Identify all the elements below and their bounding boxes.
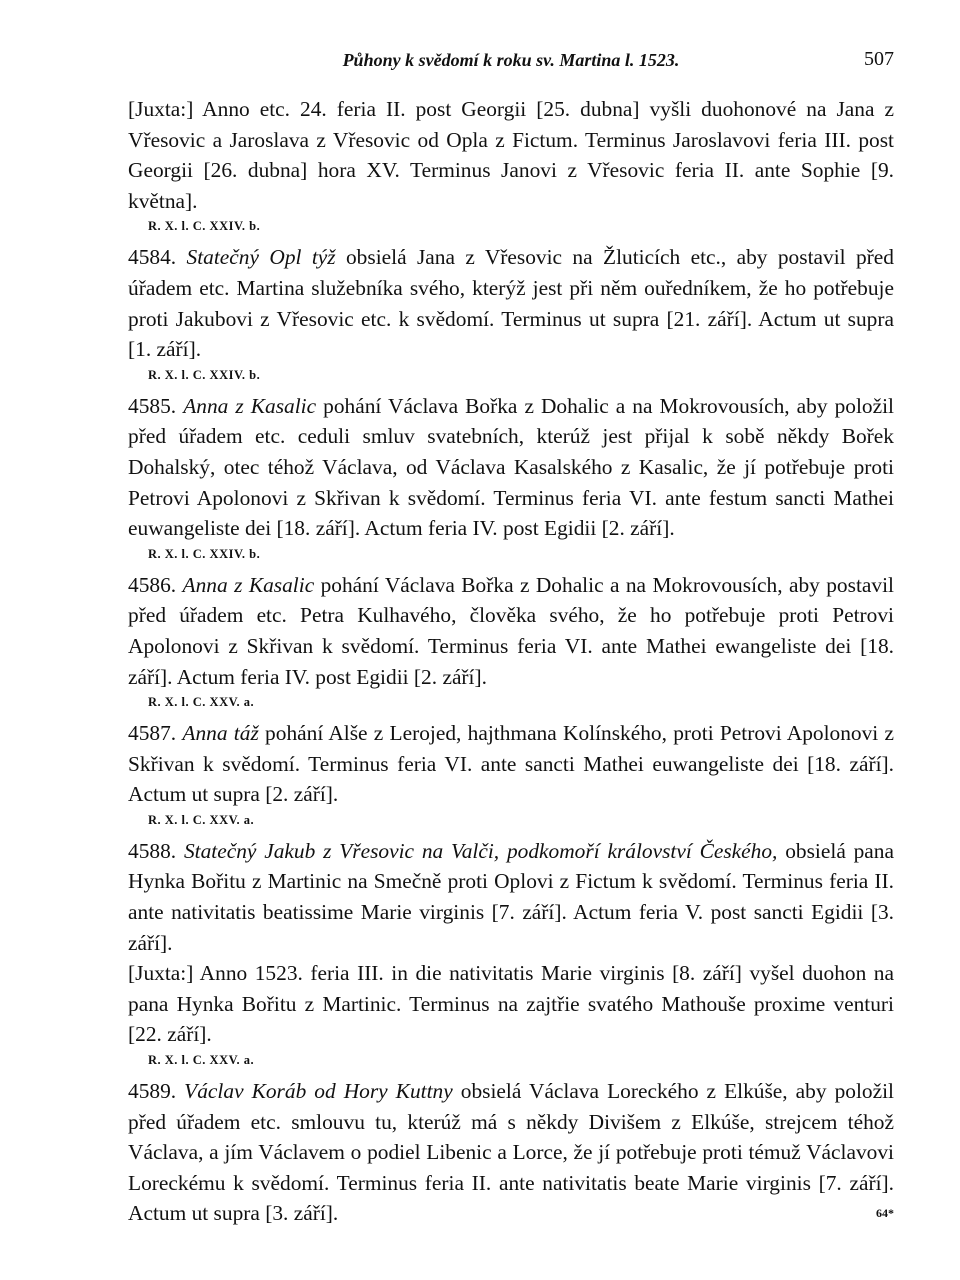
entry-4586 [128, 570, 894, 692]
entry-text: obsielá Václava Loreckého z Elkúše, aby položil před úřadem etc. smlouvu tu, kterúž má s někdy Divišem z Elkúše, strejcem téhož Václava, a jím Václavem o podiel Libenic a Lorce, že jí potřebuje proti témuž Václavovi Loreckému k svědomí. Terminus feria II. ante nativitatis beate Marie virginis [7. září]. Actum ut supra [3. září]. [128, 1079, 894, 1226]
entry-number: 4589. [128, 1079, 177, 1104]
entry-party-name: Statečný Opl týž [186, 245, 336, 270]
running-header [128, 44, 894, 80]
signature-mark: 64* [876, 1206, 894, 1220]
archival-reference: R. X. l. C. XXV. a. [148, 812, 255, 827]
juxta-paragraph [128, 958, 894, 1050]
page-number: 507 [864, 48, 894, 70]
archival-reference: R. X. l. C. XXV. a. [148, 1053, 255, 1068]
entry-party-name: Statečný Jakub z Vřesovic na Valči, podkomoří království Českého, [183, 838, 778, 863]
entry-4588 [128, 836, 894, 958]
entry-4589 [128, 1076, 894, 1229]
juxta-paragraph [128, 94, 894, 216]
archival-reference: R. X. l. C. XXIV. b. [148, 219, 261, 234]
entry-4587 [128, 718, 894, 810]
entry-text: pohání Václava Bořka z Dohalic a na Mokrovousích, aby postavil před úřadem etc. Petra Kulhavého, člověka svého, že ho potřebuje proti Petrovi Apolonovi z Skřivan k svědomí. Terminus feria VI. ante Mathei ewangeliste dei [18. září]. Actum feria IV. post Egidii [2. září]. [128, 572, 894, 689]
entry-party-name: Václav Koráb od Hory Kuttny [184, 1079, 453, 1104]
document-page [128, 44, 894, 1229]
archival-reference: R. X. l. C. XXIV. b. [148, 546, 261, 561]
document-body [128, 94, 894, 1229]
entry-number: 4585. [128, 393, 177, 418]
archival-reference: R. X. l. C. XXIV. b. [148, 367, 261, 382]
entry-party-name: Anna z Kasalic [182, 572, 315, 597]
entry-4584 [128, 242, 894, 364]
running-title: Půhony k svědomí k roku sv. Martina l. 1523. [342, 50, 680, 70]
entry-4585 [128, 391, 894, 544]
paragraph-text: [Juxta:] Anno etc. 24. feria II. post Georgii [25. dubna] vyšli duohonové na Jana z Vřesovic a Jaroslava z Vřesovic od Opla z Fictum. Terminus Jaroslavovi feria III. post Georgii [26. dubna] hora XV. Terminus Janovi z Vřesovic feria II. ante Sophie [9. května]. [128, 97, 894, 213]
entry-number: 4587. [128, 721, 177, 746]
entry-text: obsielá pana Hynka Bořitu z Martinic na Smečně proti Oplovi z Fictum k svědomí. Terminus feria II. ante nativitatis beatissime Marie virginis [7. září]. Actum feria V. post sancti Egidii [3. září]. [128, 838, 894, 955]
entry-party-name: Anna táž [182, 721, 259, 746]
entry-text: pohání Václava Bořka z Dohalic a na Mokrovousích, aby položil před úřadem etc. ceduli smluv svatebních, kterúž jest přijal k sobě někdy Bořek Dohalský, otec téhož Václava, od Václava Kasalského z Kasalic, že jí potřebuje proti Petrovi Apolonovi z Skřivan k svědomí. Terminus feria VI. ante festum sancti Mathei euwangeliste dei [18. září]. Actum feria IV. post Egidii [2. září]. [128, 393, 894, 541]
entry-text: obsielá Jana z Vřesovic na Žluticích etc., aby postavil před úřadem etc. Martina služebníka svého, kterýž jest při něm ouředníkem, že ho potřebuje proti Jakubovi z Vřesovic etc. k svědomí. Terminus ut supra [21. září]. Actum ut supra [1. září]. [128, 245, 894, 362]
entry-number: 4586. [128, 572, 177, 597]
archival-reference: R. X. l. C. XXV. a. [148, 695, 255, 710]
entry-text: pohání Alše z Lerojed, hajthmana Kolínského, proti Petrovi Apolonovi z Skřivan k svědomí. Terminus feria VI. ante sancti Mathei euwangeliste dei [18. září]. Actum ut supra [2. září]. [128, 721, 894, 807]
entry-number: 4588. [128, 838, 177, 863]
entry-number: 4584. [128, 245, 177, 270]
entry-party-name: Anna z Kasalic [183, 393, 317, 418]
paragraph-text: [Juxta:] Anno 1523. feria III. in die nativitatis Marie virginis [8. září] vyšel duohon na pana Hynka Bořitu z Martinic. Terminus na zajtřie svatého Mathouše proxime venturi [22. září]. [128, 961, 894, 1047]
